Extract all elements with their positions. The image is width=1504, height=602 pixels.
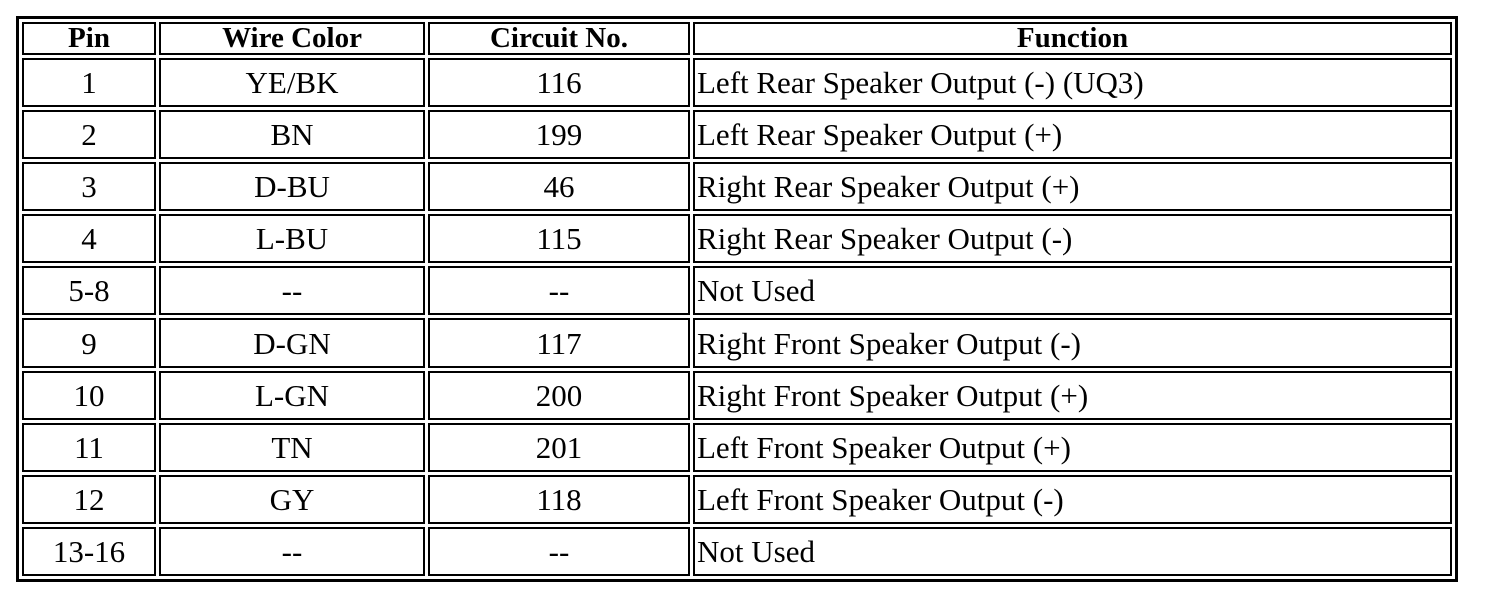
circuit-cell: 200 — [428, 371, 690, 420]
table-row — [22, 527, 1452, 576]
header-wire-color: Wire Color — [159, 22, 425, 55]
header-pin: Pin — [22, 22, 156, 55]
header-circuit-no: Circuit No. — [428, 22, 690, 55]
circuit-cell: 116 — [428, 58, 690, 107]
table-row — [22, 475, 1452, 524]
wire-color-cell: D-GN — [159, 318, 425, 367]
pin-cell: 3 — [22, 162, 156, 211]
circuit-cell: 118 — [428, 475, 690, 524]
table-row — [22, 162, 1452, 211]
pin-cell: 13-16 — [22, 527, 156, 576]
header-function: Function — [693, 22, 1452, 55]
circuit-cell: 201 — [428, 423, 690, 472]
wire-color-cell: L-GN — [159, 371, 425, 420]
circuit-cell: 117 — [428, 318, 690, 367]
wire-color-cell: D-BU — [159, 162, 425, 211]
circuit-cell: 115 — [428, 214, 690, 263]
function-cell: Right Front Speaker Output (-) — [693, 318, 1452, 367]
function-cell: Left Rear Speaker Output (-) (UQ3) — [693, 58, 1452, 107]
wire-color-cell: -- — [159, 527, 425, 576]
table-row — [22, 58, 1452, 107]
table-row — [22, 423, 1452, 472]
function-cell: Not Used — [693, 266, 1452, 315]
wire-color-cell: L-BU — [159, 214, 425, 263]
function-cell: Right Front Speaker Output (+) — [693, 371, 1452, 420]
table-row — [22, 318, 1452, 367]
pinout-table-frame — [16, 16, 1458, 582]
pin-cell: 9 — [22, 318, 156, 367]
function-cell: Left Front Speaker Output (-) — [693, 475, 1452, 524]
function-cell: Left Rear Speaker Output (+) — [693, 110, 1452, 159]
pin-cell: 10 — [22, 371, 156, 420]
function-cell: Right Rear Speaker Output (+) — [693, 162, 1452, 211]
circuit-cell: 199 — [428, 110, 690, 159]
function-cell: Right Rear Speaker Output (-) — [693, 214, 1452, 263]
table-row — [22, 214, 1452, 263]
pin-cell: 11 — [22, 423, 156, 472]
wire-color-cell: -- — [159, 266, 425, 315]
pin-cell: 1 — [22, 58, 156, 107]
circuit-cell: -- — [428, 266, 690, 315]
pin-cell: 2 — [22, 110, 156, 159]
wire-color-cell: GY — [159, 475, 425, 524]
function-cell: Left Front Speaker Output (+) — [693, 423, 1452, 472]
wire-color-cell: TN — [159, 423, 425, 472]
pin-cell: 12 — [22, 475, 156, 524]
table-row — [22, 371, 1452, 420]
circuit-cell: 46 — [428, 162, 690, 211]
header-row — [22, 22, 1452, 55]
circuit-cell: -- — [428, 527, 690, 576]
table-row — [22, 266, 1452, 315]
wire-color-cell: BN — [159, 110, 425, 159]
table-row — [22, 110, 1452, 159]
wire-color-cell: YE/BK — [159, 58, 425, 107]
pin-cell: 4 — [22, 214, 156, 263]
pinout-table — [19, 19, 1455, 579]
pin-cell: 5-8 — [22, 266, 156, 315]
function-cell: Not Used — [693, 527, 1452, 576]
